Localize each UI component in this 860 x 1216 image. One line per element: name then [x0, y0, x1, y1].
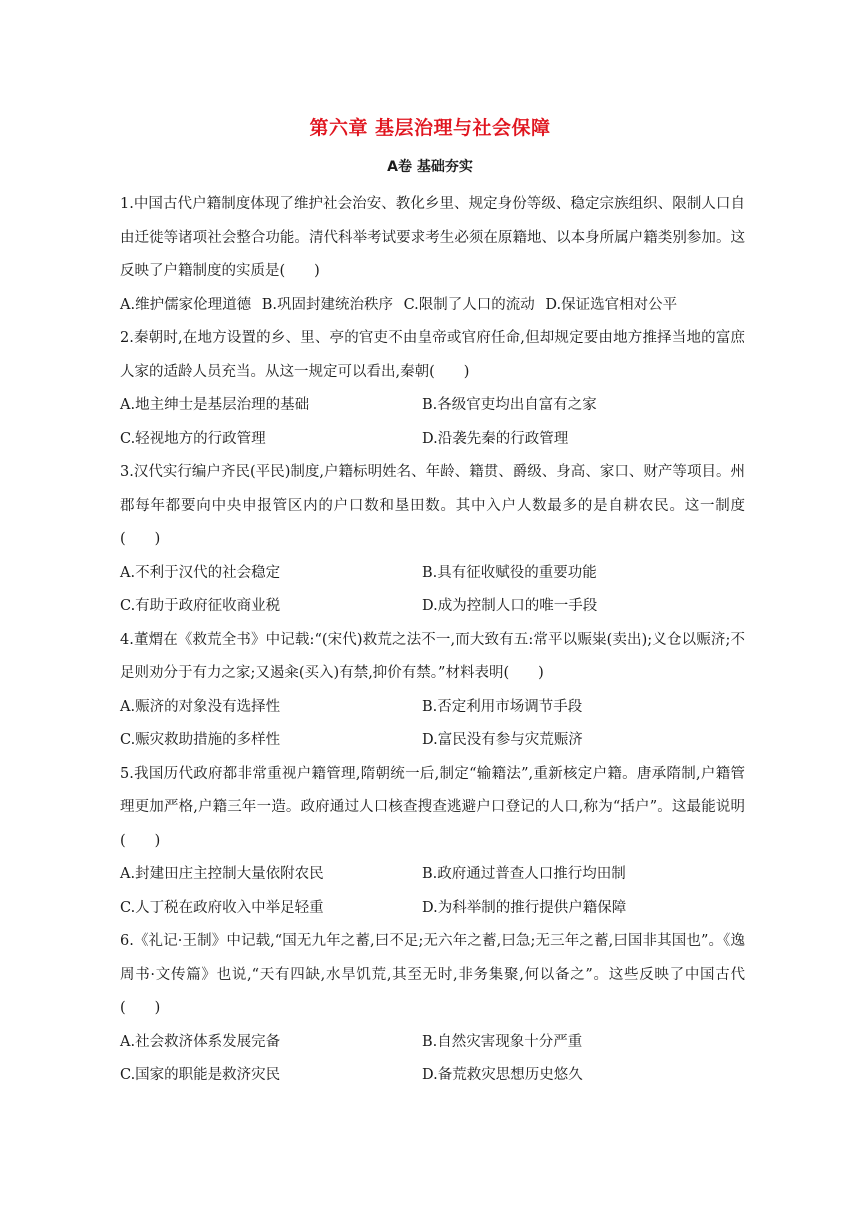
- option-b: B.政府通过普查人口推行均田制: [422, 866, 626, 882]
- option-c: C.有助于政府征收商业税: [120, 598, 281, 614]
- question-1-options: [120, 289, 745, 323]
- option-b: B.具有征收赋役的重要功能: [422, 564, 597, 581]
- question-5-options: [120, 858, 745, 925]
- chapter-title: 第六章 基层治理与社会保障: [309, 117, 551, 139]
- question-3: [120, 456, 745, 624]
- question-4: [120, 624, 745, 758]
- option-d: D.沿袭先秦的行政管理: [422, 430, 569, 447]
- option-a: A.封建田庄主控制大量依附农民: [120, 866, 324, 882]
- question-6-options: [120, 1026, 745, 1093]
- option-a: A.地主绅士是基层治理的基础: [120, 397, 310, 413]
- option-b: B.巩固封建统治秩序: [261, 296, 393, 313]
- option-d: D.保证选官相对公平: [545, 296, 678, 313]
- option-a: A.社会救济体系发展完备: [120, 1033, 281, 1050]
- question-2-options: [120, 389, 745, 456]
- question-5-stem: 5.我国历代政府都非常重视户籍管理,隋朝统一后,制定“输籍法”,重新核定户籍。唐承隋制,户籍管理更加严格,户籍三年一造。政府通过人口核查搜查逃避户口登记的人口,称为“括户”。这最能说明( ): [120, 765, 745, 849]
- option-b: B.各级官吏均出自富有之家: [422, 397, 597, 413]
- option-c: C.轻视地方的行政管理: [120, 430, 266, 447]
- option-b: B.自然灾害现象十分严重: [422, 1033, 583, 1050]
- question-4-options: [120, 691, 745, 758]
- option-a: A.赈济的对象没有选择性: [120, 698, 281, 715]
- option-c: C.人丁税在政府收入中举足轻重: [120, 899, 324, 916]
- option-d: D.成为控制人口的唯一手段: [422, 598, 598, 614]
- option-d: D.备荒救灾思想历史悠久: [422, 1067, 583, 1083]
- option-c: C.国家的职能是救济灾民: [120, 1067, 281, 1083]
- question-list: [120, 188, 745, 1093]
- question-6: [120, 925, 745, 1093]
- option-d: D.富民没有参与灾荒赈济: [422, 732, 583, 748]
- question-3-options: [120, 557, 745, 624]
- option-a: A.维护儒家伦理道德: [120, 296, 252, 313]
- question-5: [120, 758, 745, 926]
- question-6-stem: 6.《礼记·王制》中记载,“国无九年之蓄,曰不足;无六年之蓄,曰急;无三年之蓄,曰国非其国也”。《逸周书·文传篇》也说,“天有四缺,水旱饥荒,其至无时,非务集聚,何以备之”。这些反映了中国古代( ): [120, 933, 745, 1016]
- question-1-stem: 1.中国古代户籍制度体现了维护社会治安、教化乡里、规定身份等级、稳定宗族组织、限制人口自由迁徙等诸项社会整合功能。清代科举考试要求考生必须在原籍地、以本身所属户籍类别参加。这反映了户籍制度的实质是( ): [120, 196, 745, 279]
- question-2: [120, 322, 745, 456]
- option-d: D.为科举制的推行提供户籍保障: [422, 899, 627, 916]
- option-a: A.不利于汉代的社会稳定: [120, 564, 281, 581]
- question-1: [120, 188, 745, 322]
- question-4-stem: 4.董煟在《救荒全书》中记载:“(宋代)救荒之法不一,而大致有五:常平以赈粜(卖出);义仓以赈济;不足则劝分于有力之家;又遏籴(买入)有禁,抑价有禁。”材料表明( ): [120, 631, 745, 681]
- option-c: C.限制了人口的流动: [403, 296, 535, 313]
- option-c: C.赈灾救助措施的多样性: [120, 732, 281, 748]
- question-3-stem: 3.汉代实行编户齐民(平民)制度,户籍标明姓名、年龄、籍贯、爵级、身高、家口、财产等项目。州郡每年都要向中央申报管区内的户口数和垦田数。其中入户人数最多的是自耕农民。这一制度( ): [120, 464, 745, 547]
- section-subtitle: A卷 基础夯实: [387, 159, 473, 175]
- option-b: B.否定利用市场调节手段: [422, 698, 583, 715]
- question-2-stem: 2.秦朝时,在地方设置的乡、里、亭的官吏不由皇帝或官府任命,但却规定要由地方推择当地的富庶人家的适龄人员充当。从这一规定可以看出,秦朝( ): [120, 330, 745, 380]
